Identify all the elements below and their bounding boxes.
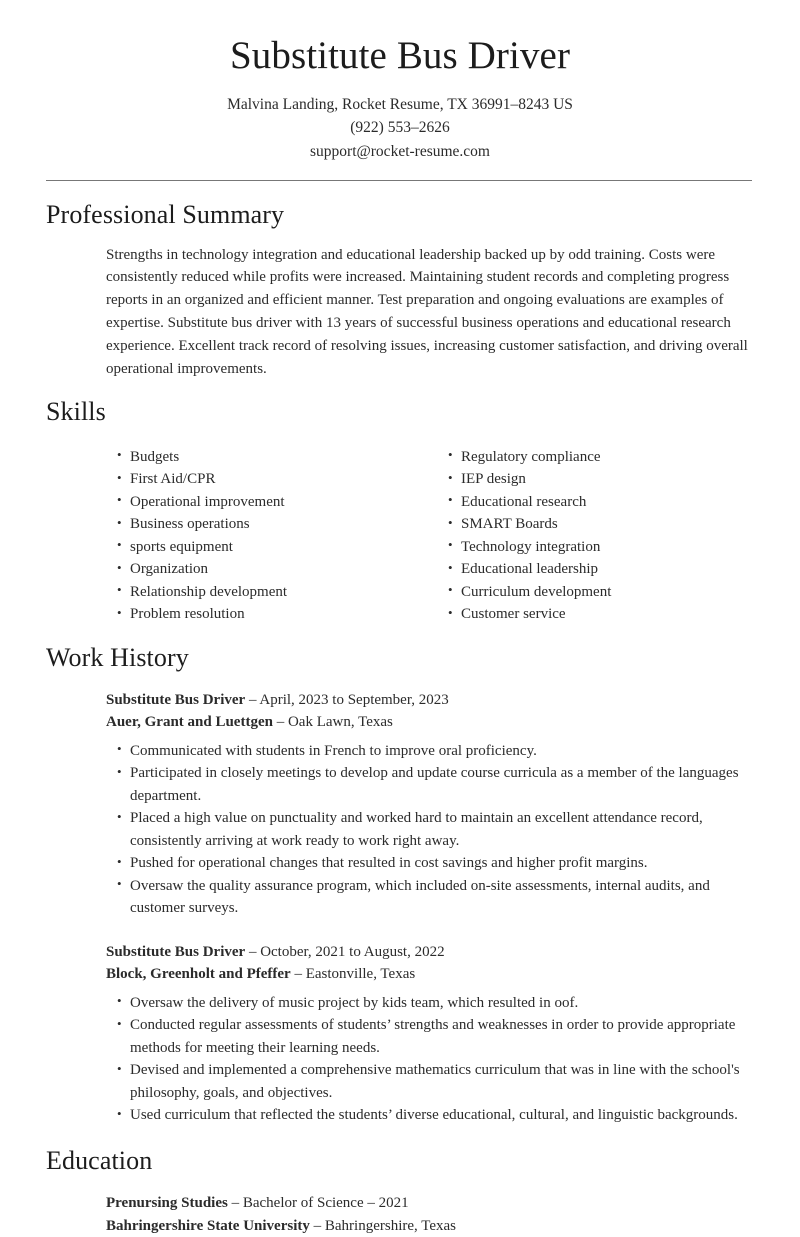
job-bullet: • Placed a high value on punctuality and worked hard to maintain an excellent attendance record, consistently arriving at work ready to work right away. <box>117 807 752 852</box>
job-bullet: • Participated in closely meetings to develop and update course curricula as a member of the languages department. <box>117 762 752 807</box>
education-list <box>46 1192 752 1237</box>
job-bullet: • Oversaw the quality assurance program, which included on-site assessments, internal audits, and customer surveys. <box>117 875 752 920</box>
work-history-entry <box>46 689 752 920</box>
section-education <box>0 1145 800 1237</box>
page-title: Substitute Bus Driver <box>229 34 571 77</box>
skill-item: • First Aid/CPR <box>117 468 421 491</box>
summary-text: Strengths in technology integration and educational leadership backed up by odd training. Costs were consistently reduced while profits were increased. Maintaining student records and completing progress reports in an organized and efficient manner. Test preparation and ongoing evaluations are examples of expertise. Substitute bus driver with 13 years of successful business operations and educational research experience. Excellent track record of resolving issues, increasing customer satisfaction, and driving overall operational improvements. <box>106 246 748 377</box>
education-degree: – Bachelor of Science – 2021 <box>227 1195 409 1212</box>
section-title-skills: Skills <box>46 397 106 427</box>
skill-item: • Curriculum development <box>448 581 752 604</box>
skill-item: • Business operations <box>117 513 421 536</box>
contact-email: support@rocket-resume.com <box>310 142 490 160</box>
job-title: Substitute Bus Driver <box>106 691 246 708</box>
job-bullet: • Communicated with students in French to improve oral proficiency. <box>117 740 752 763</box>
job-company-line <box>106 711 752 734</box>
education-location: – Bahringershire, Texas <box>309 1217 457 1234</box>
work-history-entry <box>46 941 752 1127</box>
skill-item: • Educational research <box>448 491 752 514</box>
job-bullet-list <box>106 740 752 920</box>
job-bullet: • Pushed for operational changes that resulted in cost savings and higher profit margins. <box>117 852 752 875</box>
contact-phone: (922) 553–2626 <box>350 119 450 137</box>
job-company: Block, Greenholt and Pfeffer <box>106 966 291 983</box>
skill-item: • Problem resolution <box>117 603 421 626</box>
job-title-line <box>106 941 752 964</box>
resume-header <box>0 0 800 163</box>
skill-item: • Technology integration <box>448 536 752 559</box>
job-bullet: • Devised and implemented a comprehensive mathematics curriculum that was in line with the school's philosophy, goals, and objectives. <box>117 1059 752 1104</box>
job-location: – Oak Lawn, Texas <box>272 714 393 731</box>
education-school: Bahringershire State University <box>106 1217 310 1234</box>
entry-spacer <box>46 920 752 941</box>
education-entry <box>46 1192 752 1237</box>
education-school-line <box>106 1215 752 1237</box>
contact-address: Malvina Landing, Rocket Resume, TX 36991–8243 US <box>227 95 573 113</box>
job-bullet: • Used curriculum that reflected the students’ diverse educational, cultural, and linguistic backgrounds. <box>117 1104 752 1127</box>
section-work-history <box>0 642 800 1127</box>
job-company: Auer, Grant and Luettgen <box>106 714 273 731</box>
skill-item: • sports equipment <box>117 536 421 559</box>
job-title: Substitute Bus Driver <box>106 943 246 960</box>
skill-item: • Budgets <box>117 446 421 469</box>
job-bullet-list <box>106 992 752 1127</box>
job-dates: – April, 2023 to September, 2023 <box>245 691 449 708</box>
work-history-list <box>46 689 752 1127</box>
skill-item: • Operational improvement <box>117 491 421 514</box>
job-company-line <box>106 963 752 986</box>
skill-item: • Relationship development <box>117 581 421 604</box>
job-title-line <box>106 689 752 712</box>
section-professional-summary <box>0 199 800 380</box>
section-title-education: Education <box>46 1145 153 1175</box>
skills-list-left <box>90 446 421 626</box>
skill-item: • Customer service <box>448 603 752 626</box>
job-dates: – October, 2021 to August, 2022 <box>245 943 445 960</box>
section-title-summary: Professional Summary <box>46 200 285 230</box>
skill-item: • IEP design <box>448 468 752 491</box>
skill-item: • SMART Boards <box>448 513 752 536</box>
job-bullet: • Conducted regular assessments of students’ strengths and weaknesses in order to provide appropriate methods for meeting their learning needs. <box>117 1014 752 1059</box>
section-title-work-history: Work History <box>46 642 189 672</box>
skill-item: • Organization <box>117 558 421 581</box>
job-bullet: • Oversaw the delivery of music project by kids team, which resulted in oof. <box>117 992 752 1015</box>
section-skills <box>0 396 800 625</box>
skills-column-left <box>90 446 421 626</box>
job-location: – Eastonville, Texas <box>290 966 416 983</box>
skills-list-right <box>421 446 752 626</box>
skill-item: • Regulatory compliance <box>448 446 752 469</box>
education-program: Prenursing Studies <box>106 1195 228 1212</box>
education-program-line <box>106 1192 752 1215</box>
skill-item: • Educational leadership <box>448 558 752 581</box>
skills-column-right <box>421 446 752 626</box>
